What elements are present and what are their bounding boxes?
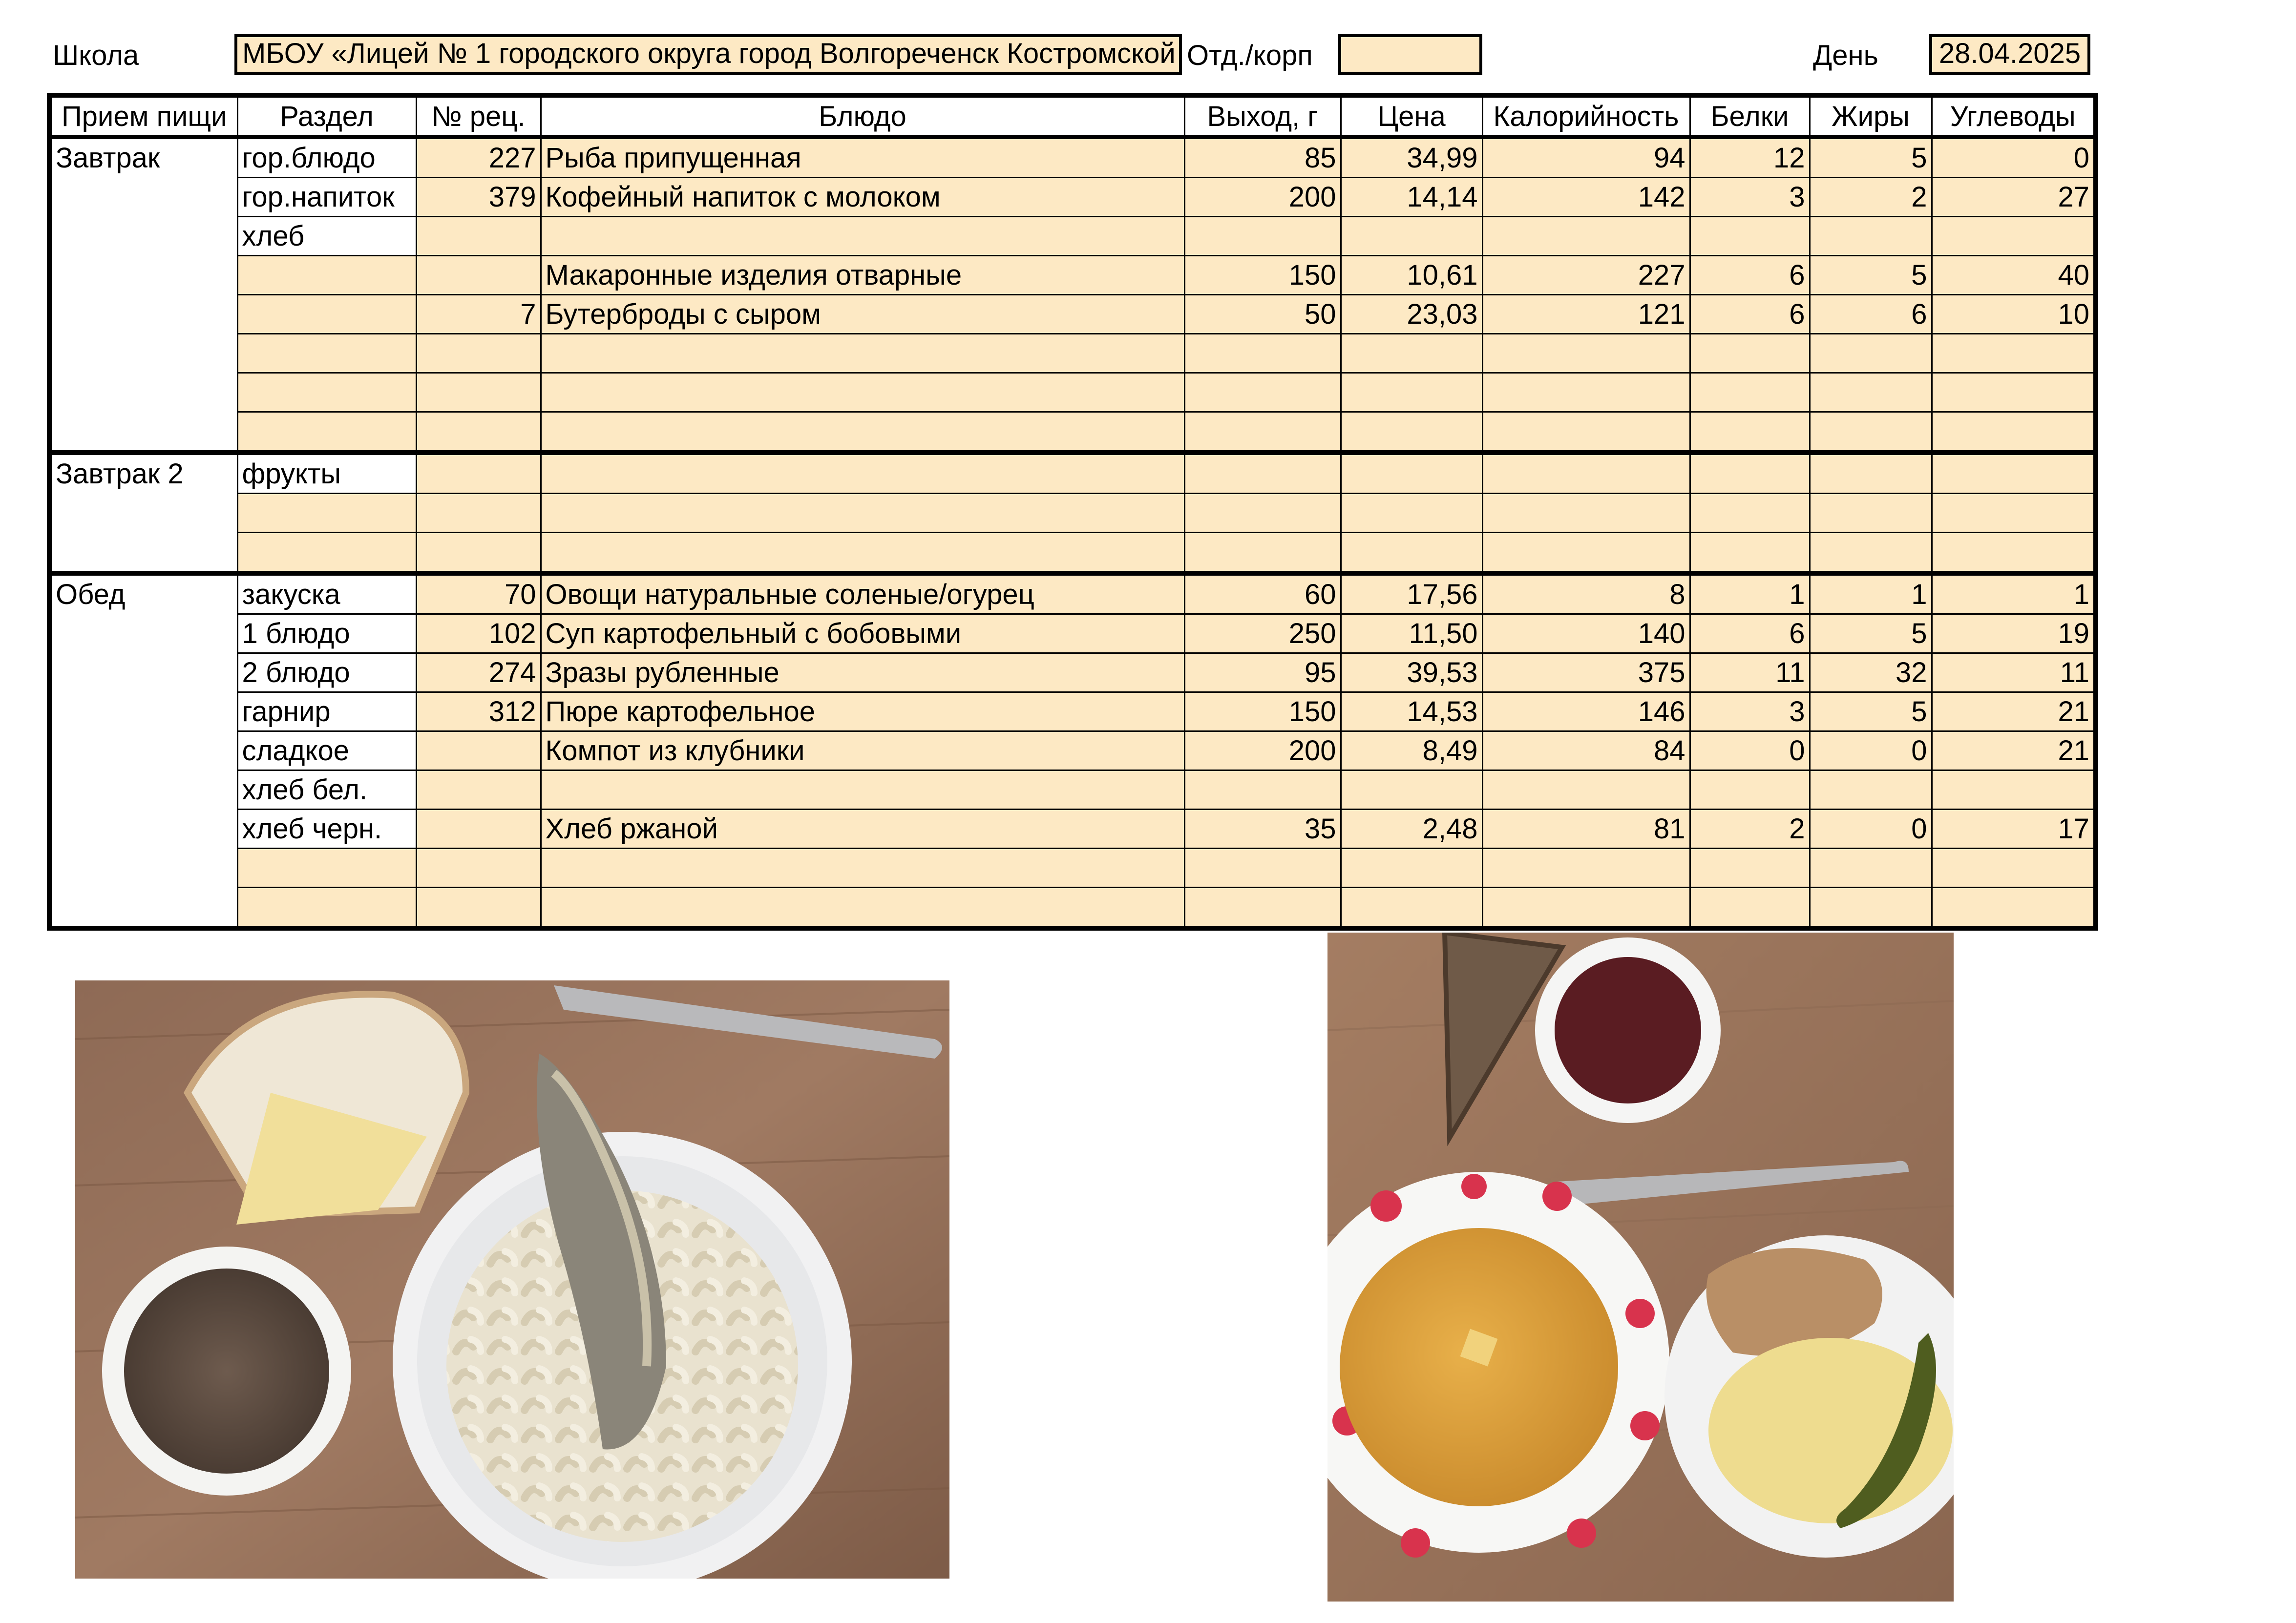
dish-cell[interactable]: Хлеб ржаной [541, 810, 1184, 849]
calories-cell[interactable]: 84 [1482, 731, 1690, 770]
recipe-cell[interactable] [416, 373, 541, 412]
section-cell[interactable]: хлеб черн. [237, 810, 416, 849]
price-cell[interactable] [1341, 533, 1482, 574]
recipe-cell[interactable] [416, 256, 541, 295]
fat-cell[interactable] [1810, 770, 1932, 810]
dish-cell[interactable]: Зразы рубленные [541, 653, 1184, 692]
fat-cell[interactable] [1810, 334, 1932, 373]
output-cell[interactable]: 95 [1184, 653, 1341, 692]
output-cell[interactable] [1184, 373, 1341, 412]
dish-cell[interactable]: Овощи натуральные соленые/огурец [541, 573, 1184, 614]
recipe-cell[interactable]: 102 [416, 614, 541, 653]
fat-cell[interactable]: 5 [1810, 614, 1932, 653]
calories-cell[interactable] [1482, 494, 1690, 533]
price-cell[interactable]: 11,50 [1341, 614, 1482, 653]
table-row [49, 256, 2096, 295]
fat-cell[interactable] [1810, 494, 1932, 533]
price-cell[interactable] [1341, 494, 1482, 533]
carbs-cell[interactable]: 40 [1932, 256, 2096, 295]
table-row [49, 770, 2096, 810]
fat-cell[interactable]: 6 [1810, 295, 1932, 334]
recipe-cell[interactable]: 7 [416, 295, 541, 334]
fat-cell[interactable]: 5 [1810, 256, 1932, 295]
price-cell[interactable]: 14,14 [1341, 178, 1482, 217]
protein-cell[interactable] [1690, 373, 1810, 412]
price-cell[interactable] [1341, 849, 1482, 888]
section-cell[interactable] [237, 533, 416, 574]
carbs-cell[interactable]: 11 [1932, 653, 2096, 692]
recipe-cell[interactable]: 379 [416, 178, 541, 217]
day-label: День [1813, 40, 1878, 71]
recipe-cell[interactable] [416, 770, 541, 810]
protein-cell[interactable]: 1 [1690, 573, 1810, 614]
protein-cell[interactable] [1690, 770, 1810, 810]
table-row [49, 137, 2096, 178]
column-header-section: Раздел [237, 95, 416, 137]
section-cell[interactable]: 1 блюдо [237, 614, 416, 653]
section-cell[interactable]: хлеб [237, 217, 416, 256]
dish-cell[interactable] [541, 217, 1184, 256]
section-cell[interactable]: фрукты [237, 453, 416, 494]
price-cell[interactable]: 2,48 [1341, 810, 1482, 849]
column-header-price: Цена [1341, 95, 1482, 137]
column-header-output: Выход, г [1184, 95, 1341, 137]
meal-cell: Завтрак 2 [49, 453, 237, 573]
dish-cell[interactable] [541, 849, 1184, 888]
price-cell[interactable]: 8,49 [1341, 731, 1482, 770]
output-cell[interactable] [1184, 217, 1341, 256]
dish-cell[interactable]: Кофейный напиток с молоком [541, 178, 1184, 217]
dish-cell[interactable]: Рыба припущенная [541, 137, 1184, 178]
carbs-cell[interactable] [1932, 888, 2096, 929]
protein-cell[interactable]: 6 [1690, 614, 1810, 653]
fat-cell[interactable] [1810, 412, 1932, 453]
table-row [49, 692, 2096, 731]
price-cell[interactable] [1341, 412, 1482, 453]
carbs-cell[interactable] [1932, 373, 2096, 412]
calories-cell[interactable]: 146 [1482, 692, 1690, 731]
carbs-cell[interactable]: 0 [1932, 137, 2096, 178]
table-row [49, 533, 2096, 574]
section-cell[interactable] [237, 295, 416, 334]
table-row [49, 295, 2096, 334]
recipe-cell[interactable] [416, 888, 541, 929]
price-cell[interactable]: 17,56 [1341, 573, 1482, 614]
calories-cell[interactable]: 375 [1482, 653, 1690, 692]
carbs-cell[interactable] [1932, 533, 2096, 574]
carbs-cell[interactable] [1932, 849, 2096, 888]
dish-cell[interactable] [541, 412, 1184, 453]
protein-cell[interactable]: 12 [1690, 137, 1810, 178]
table-row [49, 653, 2096, 692]
price-cell[interactable] [1341, 453, 1482, 494]
fat-cell[interactable] [1810, 849, 1932, 888]
protein-cell[interactable] [1690, 888, 1810, 929]
protein-cell[interactable]: 3 [1690, 692, 1810, 731]
table-row [49, 412, 2096, 453]
carbs-cell[interactable] [1932, 494, 2096, 533]
output-cell[interactable] [1184, 494, 1341, 533]
carbs-cell[interactable]: 21 [1932, 731, 2096, 770]
menu-table [47, 93, 2098, 931]
section-cell[interactable] [237, 256, 416, 295]
fat-cell[interactable] [1810, 217, 1932, 256]
dish-cell[interactable] [541, 334, 1184, 373]
recipe-cell[interactable] [416, 453, 541, 494]
section-cell[interactable]: 2 блюдо [237, 653, 416, 692]
output-cell[interactable] [1184, 533, 1341, 574]
dept-label: Отд./корп [1187, 40, 1313, 71]
output-cell[interactable]: 150 [1184, 256, 1341, 295]
dish-cell[interactable] [541, 494, 1184, 533]
price-cell[interactable] [1341, 770, 1482, 810]
carbs-cell[interactable]: 1 [1932, 573, 2096, 614]
column-header-dish: Блюдо [541, 95, 1184, 137]
section-cell[interactable]: гор.напиток [237, 178, 416, 217]
carbs-cell[interactable] [1932, 770, 2096, 810]
dish-cell[interactable]: Пюре картофельное [541, 692, 1184, 731]
meal-cell: Обед [49, 573, 237, 928]
carbs-cell[interactable]: 10 [1932, 295, 2096, 334]
table-row [49, 178, 2096, 217]
dish-cell[interactable] [541, 770, 1184, 810]
table-row [49, 888, 2096, 929]
calories-cell[interactable] [1482, 533, 1690, 574]
output-cell[interactable] [1184, 888, 1341, 929]
breakfast-photo [75, 980, 949, 1579]
carbs-cell[interactable] [1932, 412, 2096, 453]
output-cell[interactable] [1184, 453, 1341, 494]
recipe-cell[interactable] [416, 412, 541, 453]
recipe-cell[interactable] [416, 849, 541, 888]
output-cell[interactable]: 35 [1184, 810, 1341, 849]
recipe-cell[interactable] [416, 533, 541, 574]
section-cell[interactable] [237, 334, 416, 373]
section-cell[interactable]: сладкое [237, 731, 416, 770]
carbs-cell[interactable]: 19 [1932, 614, 2096, 653]
calories-cell[interactable]: 227 [1482, 256, 1690, 295]
dish-cell[interactable]: Компот из клубники [541, 731, 1184, 770]
carbs-cell[interactable]: 27 [1932, 178, 2096, 217]
protein-cell[interactable] [1690, 849, 1810, 888]
table-row [49, 731, 2096, 770]
calories-cell[interactable] [1482, 334, 1690, 373]
output-cell[interactable]: 250 [1184, 614, 1341, 653]
recipe-cell[interactable] [416, 217, 541, 256]
price-cell[interactable]: 10,61 [1341, 256, 1482, 295]
section-cell[interactable]: хлеб бел. [237, 770, 416, 810]
recipe-cell[interactable]: 312 [416, 692, 541, 731]
calories-cell[interactable]: 81 [1482, 810, 1690, 849]
fat-cell[interactable]: 5 [1810, 692, 1932, 731]
table-row [49, 334, 2096, 373]
carbs-cell[interactable]: 17 [1932, 810, 2096, 849]
calories-cell[interactable] [1482, 849, 1690, 888]
protein-cell[interactable] [1690, 217, 1810, 256]
dish-cell[interactable] [541, 888, 1184, 929]
output-cell[interactable]: 85 [1184, 137, 1341, 178]
table-header-row [49, 95, 2096, 137]
recipe-cell[interactable] [416, 731, 541, 770]
price-cell[interactable]: 34,99 [1341, 137, 1482, 178]
calories-cell[interactable]: 8 [1482, 573, 1690, 614]
dept-field[interactable] [1338, 34, 1482, 75]
fat-cell[interactable]: 5 [1810, 137, 1932, 178]
price-cell[interactable] [1341, 217, 1482, 256]
section-cell[interactable] [237, 412, 416, 453]
calories-cell[interactable] [1482, 373, 1690, 412]
output-cell[interactable] [1184, 334, 1341, 373]
calories-cell[interactable] [1482, 888, 1690, 929]
output-cell[interactable]: 150 [1184, 692, 1341, 731]
column-header-carbs: Углеводы [1932, 95, 2096, 137]
carbs-cell[interactable] [1932, 334, 2096, 373]
table-row [49, 849, 2096, 888]
meal-cell: Завтрак [49, 137, 237, 453]
recipe-cell[interactable] [416, 810, 541, 849]
calories-cell[interactable]: 142 [1482, 178, 1690, 217]
calories-cell[interactable]: 121 [1482, 295, 1690, 334]
column-header-calories: Калорийность [1482, 95, 1690, 137]
output-cell[interactable]: 200 [1184, 178, 1341, 217]
fat-cell[interactable]: 0 [1810, 810, 1932, 849]
fat-cell[interactable] [1810, 373, 1932, 412]
carbs-cell[interactable]: 21 [1932, 692, 2096, 731]
section-cell[interactable]: гарнир [237, 692, 416, 731]
day-field[interactable]: 28.04.2025 [1929, 34, 2090, 75]
recipe-cell[interactable] [416, 494, 541, 533]
table-row [49, 453, 2096, 494]
section-cell[interactable] [237, 849, 416, 888]
calories-cell[interactable] [1482, 217, 1690, 256]
price-cell[interactable]: 23,03 [1341, 295, 1482, 334]
fat-cell[interactable]: 0 [1810, 731, 1932, 770]
recipe-cell[interactable]: 70 [416, 573, 541, 614]
protein-cell[interactable]: 0 [1690, 731, 1810, 770]
price-cell[interactable] [1341, 888, 1482, 929]
recipe-cell[interactable]: 274 [416, 653, 541, 692]
protein-cell[interactable]: 6 [1690, 295, 1810, 334]
protein-cell[interactable]: 2 [1690, 810, 1810, 849]
recipe-cell[interactable]: 227 [416, 137, 541, 178]
dish-cell[interactable]: Макаронные изделия отварные [541, 256, 1184, 295]
output-cell[interactable] [1184, 412, 1341, 453]
dish-cell[interactable]: Суп картофельный с бобовыми [541, 614, 1184, 653]
carbs-cell[interactable] [1932, 453, 2096, 494]
output-cell[interactable]: 200 [1184, 731, 1341, 770]
price-cell[interactable]: 14,53 [1341, 692, 1482, 731]
fat-cell[interactable] [1810, 453, 1932, 494]
fat-cell[interactable]: 1 [1810, 573, 1932, 614]
column-header-protein: Белки [1690, 95, 1810, 137]
calories-cell[interactable]: 140 [1482, 614, 1690, 653]
protein-cell[interactable] [1690, 533, 1810, 574]
protein-cell[interactable]: 6 [1690, 256, 1810, 295]
carbs-cell[interactable] [1932, 217, 2096, 256]
output-cell[interactable]: 50 [1184, 295, 1341, 334]
section-cell[interactable]: гор.блюдо [237, 137, 416, 178]
school-field[interactable]: МБОУ «Лицей № 1 городского округа город Волгореченск Костромской [234, 34, 1182, 75]
protein-cell[interactable] [1690, 453, 1810, 494]
calories-cell[interactable] [1482, 770, 1690, 810]
output-cell[interactable] [1184, 849, 1341, 888]
calories-cell[interactable] [1482, 412, 1690, 453]
dish-cell[interactable] [541, 533, 1184, 574]
section-cell[interactable] [237, 373, 416, 412]
calories-cell[interactable]: 94 [1482, 137, 1690, 178]
calories-cell[interactable] [1482, 453, 1690, 494]
protein-cell[interactable]: 3 [1690, 178, 1810, 217]
protein-cell[interactable] [1690, 334, 1810, 373]
table-row [49, 373, 2096, 412]
fat-cell[interactable]: 32 [1810, 653, 1932, 692]
section-cell[interactable] [237, 888, 416, 929]
column-header-meal: Прием пищи [49, 95, 237, 137]
table-row [49, 217, 2096, 256]
output-cell[interactable] [1184, 770, 1341, 810]
breakfast-photo-image [75, 980, 949, 1579]
output-cell[interactable]: 60 [1184, 573, 1341, 614]
table-row [49, 614, 2096, 653]
price-cell[interactable] [1341, 373, 1482, 412]
fat-cell[interactable]: 2 [1810, 178, 1932, 217]
protein-cell[interactable] [1690, 412, 1810, 453]
protein-cell[interactable] [1690, 494, 1810, 533]
school-label: Школа [53, 40, 139, 71]
lunch-photo [1327, 933, 1954, 1602]
column-header-fat: Жиры [1810, 95, 1932, 137]
dish-cell[interactable] [541, 453, 1184, 494]
table-row [49, 573, 2096, 614]
fat-cell[interactable] [1810, 888, 1932, 929]
fat-cell[interactable] [1810, 533, 1932, 574]
column-header-recipe: № рец. [416, 95, 541, 137]
recipe-cell[interactable] [416, 334, 541, 373]
protein-cell[interactable]: 11 [1690, 653, 1810, 692]
price-cell[interactable]: 39,53 [1341, 653, 1482, 692]
dish-cell[interactable] [541, 373, 1184, 412]
lunch-photo-image [1327, 933, 1954, 1602]
dish-cell[interactable]: Бутерброды с сыром [541, 295, 1184, 334]
table-row [49, 494, 2096, 533]
section-cell[interactable] [237, 494, 416, 533]
price-cell[interactable] [1341, 334, 1482, 373]
section-cell[interactable]: закуска [237, 573, 416, 614]
table-row [49, 810, 2096, 849]
